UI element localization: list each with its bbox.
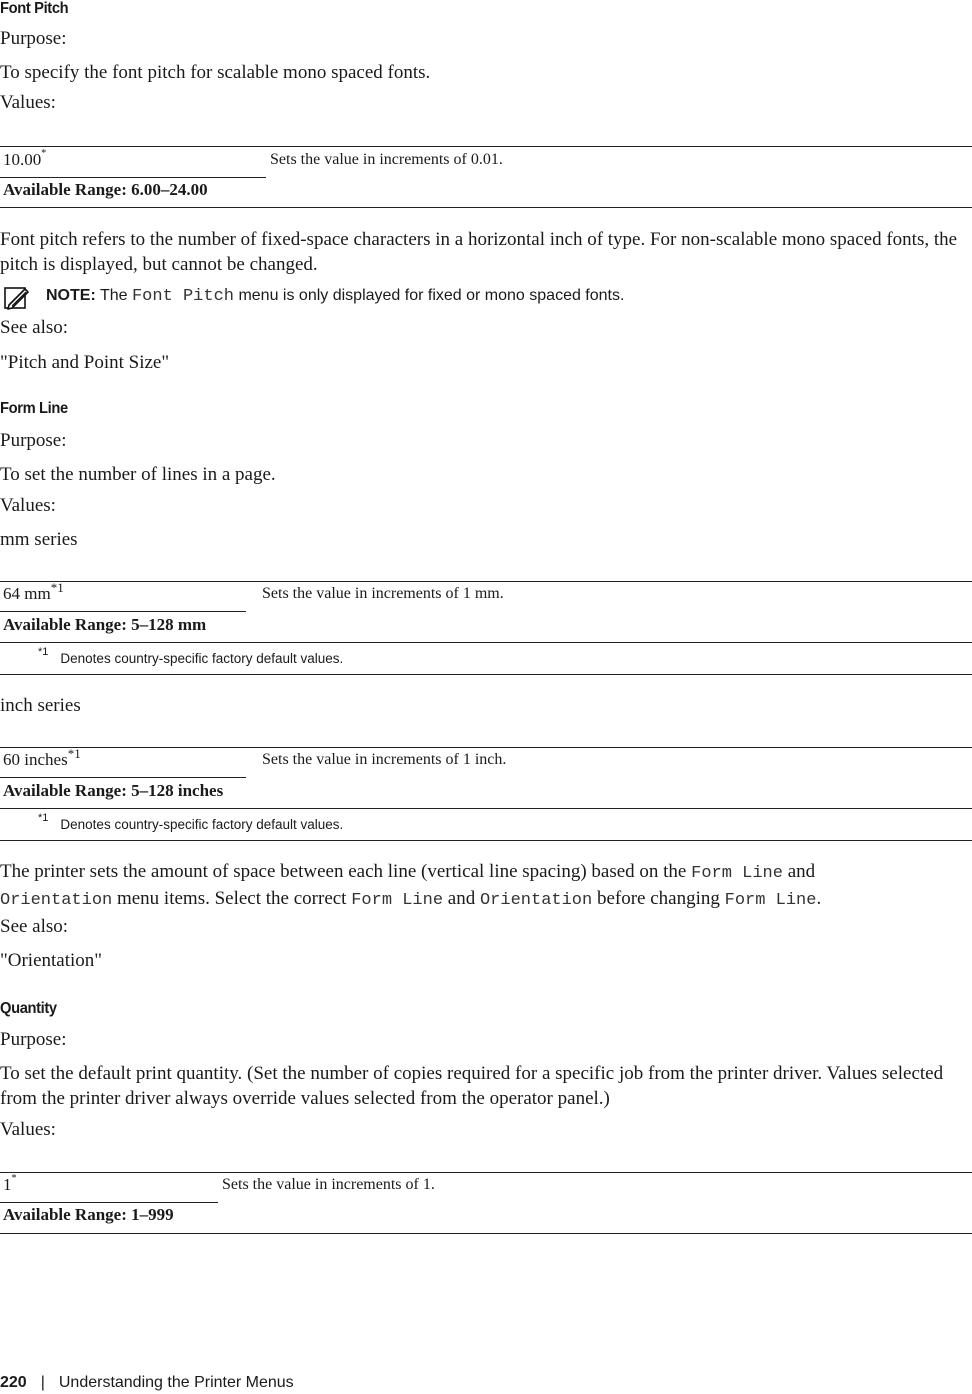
table-default-value: 64 $mm^{*1}$: [3, 580, 64, 603]
table-rule: [0, 642, 972, 643]
form-line-body: The printer sets the amount of space between each line (vertical line spacing) based on the Form Line and Orientation menu items. Select the correct Form Line and Orientation before changing Form Line.: [0, 861, 822, 910]
table-footnote: $^{*1}$ Denotes country-specific factory default values.: [38, 812, 344, 832]
font-pitch-heading: Font Pitch: [0, 0, 69, 17]
form-line-purpose-label: Purpose:: [0, 430, 67, 451]
quantity-purpose-label: Purpose:: [0, 1029, 67, 1050]
font-pitch-see-also-link[interactable]: "Pitch and Point Size": [0, 352, 170, 373]
form-line-see-also-label: See also:: [0, 916, 69, 937]
table-default-value: 60 inches$^{*1}$: [3, 746, 81, 769]
table-range: Available Range: 1–999: [3, 1205, 174, 1224]
table-description: Sets the value in increments of 1 inch.: [262, 751, 507, 768]
table-rule: [0, 747, 972, 748]
form-line-purpose-text: To set the number of lines in a page.: [0, 464, 276, 485]
quantity-heading: Quantity: [0, 1000, 57, 1017]
page-number: 220: [0, 1374, 27, 1391]
table-description: Sets the value in increments of 1 mm.: [262, 585, 504, 602]
table-range: Available Range: 5–128 mm: [3, 615, 207, 634]
table-rule: [0, 1233, 972, 1234]
form-line-inch-series-label: inch series: [0, 695, 81, 716]
table-range: Available Range: 5–128 inches: [3, 781, 224, 800]
form-line-mm-series-label: mm series: [0, 529, 78, 550]
table-rule: [0, 177, 266, 178]
form-line-values-label: Values:: [0, 495, 56, 516]
table-rule: [0, 581, 972, 582]
table-rule: [0, 674, 972, 675]
font-pitch-body: Font pitch refers to the number of fixed-space characters in a horizontal inch of type. For non-scalable mono spaced fonts, the pitch is displayed, but cannot be changed.: [0, 229, 958, 275]
quantity-values-label: Values:: [0, 1119, 56, 1140]
form-line-see-also-link[interactable]: "Orientation": [0, 950, 103, 971]
footer-separator: |: [40, 1374, 45, 1391]
font-pitch-purpose-label: Purpose:: [0, 28, 67, 49]
font-pitch-purpose-text: To specify the font pitch for scalable mono spaced fonts.: [0, 62, 431, 83]
table-rule: [0, 611, 246, 612]
table-rule: [0, 146, 972, 147]
font-pitch-values-label: Values:: [0, 92, 56, 113]
table-rule: [0, 777, 246, 778]
table-footnote: $^{*1}$ Denotes country-specific factory default values.: [38, 646, 344, 666]
table-description: Sets the value in increments of 1.: [222, 1176, 435, 1193]
footer-chapter-title: Understanding the Printer Menus: [58, 1374, 294, 1391]
table-rule: [0, 207, 972, 208]
note-pencil-icon: [4, 286, 30, 310]
quantity-purpose-text: To set the default print quantity. (Set the number of copies required for a specific job from the printer driver. Values selected from the printer driver always override values selected from the operator panel.): [0, 1063, 944, 1109]
table-rule: [0, 1202, 218, 1203]
page-footer: [0, 1374, 294, 1392]
form-line-heading: Form Line: [0, 400, 68, 417]
table-default-value: 1*: [3, 1173, 17, 1194]
font-pitch-see-also-label: See also:: [0, 317, 69, 338]
table-default-value: 10.00*: [3, 148, 47, 169]
table-rule: [0, 1172, 972, 1173]
font-pitch-note: NOTE: The Font Pitch menu is only displayed for fixed or mono spaced fonts.: [46, 287, 625, 306]
table-rule: [0, 840, 972, 841]
table-rule: [0, 808, 972, 809]
table-range: Available Range: 6.00–24.00: [3, 180, 208, 199]
table-description: Sets the value in increments of 0.01.: [270, 151, 503, 168]
